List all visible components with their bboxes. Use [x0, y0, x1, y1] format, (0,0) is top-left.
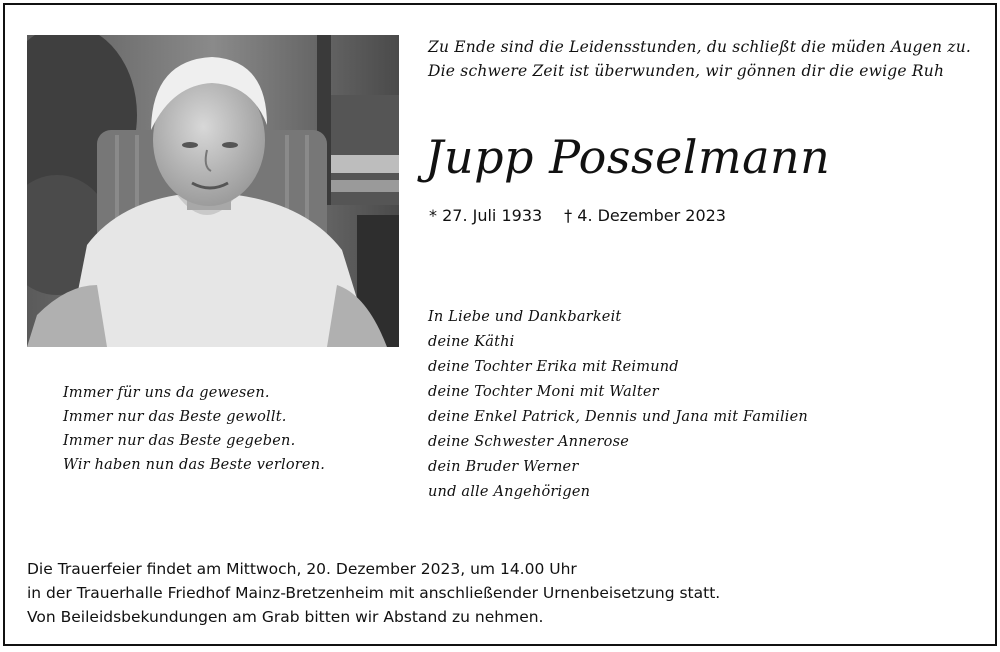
deceased-name: Jupp Posselmann	[425, 130, 831, 184]
mourners-list	[428, 305, 808, 505]
life-dates	[429, 205, 726, 227]
portrait-illustration	[27, 35, 399, 347]
mourner-line: In Liebe und Dankbarkeit	[428, 309, 622, 325]
funeral-info-line: Von Beileidsbekundungen am Grab bitten wir Abstand zu nehmen.	[27, 608, 544, 626]
mourner-line: deine Schwester Annerose	[428, 434, 630, 450]
mourner-line: dein Bruder Werner	[428, 459, 579, 475]
poem-line: Immer nur das Beste gewollt.	[63, 409, 287, 425]
poem-line: Immer nur das Beste gegeben.	[63, 433, 296, 449]
mourner-line: deine Tochter Erika mit Reimund	[428, 359, 679, 375]
birth-date: * 27. Juli 1933	[429, 206, 543, 225]
mourner-line: deine Enkel Patrick, Dennis und Jana mit Familien	[428, 409, 808, 425]
top-verse-line: Die schwere Zeit ist überwunden, wir gönnen dir die ewige Ruh	[428, 62, 945, 80]
funeral-info	[27, 557, 720, 629]
mourner-line: deine Tochter Moni mit Walter	[428, 384, 659, 400]
poem-line: Immer für uns da gewesen.	[63, 385, 270, 401]
mourner-line: deine Käthi	[428, 334, 515, 350]
funeral-info-line: Die Trauerfeier findet am Mittwoch, 20. Dezember 2023, um 14.00 Uhr	[27, 560, 577, 578]
top-verse	[428, 35, 971, 83]
death-date: † 4. Dezember 2023	[564, 206, 726, 225]
top-verse-line: Zu Ende sind die Leidensstunden, du schließt die müden Augen zu.	[428, 38, 972, 56]
obituary-card	[3, 3, 997, 646]
left-poem	[63, 381, 325, 477]
portrait-photo	[27, 35, 399, 347]
mourner-line: und alle Angehörigen	[428, 484, 591, 500]
poem-line: Wir haben nun das Beste verloren.	[63, 457, 326, 473]
funeral-info-line: in der Trauerhalle Friedhof Mainz-Bretzenheim mit anschließender Urnenbeisetzung statt.	[27, 584, 721, 602]
